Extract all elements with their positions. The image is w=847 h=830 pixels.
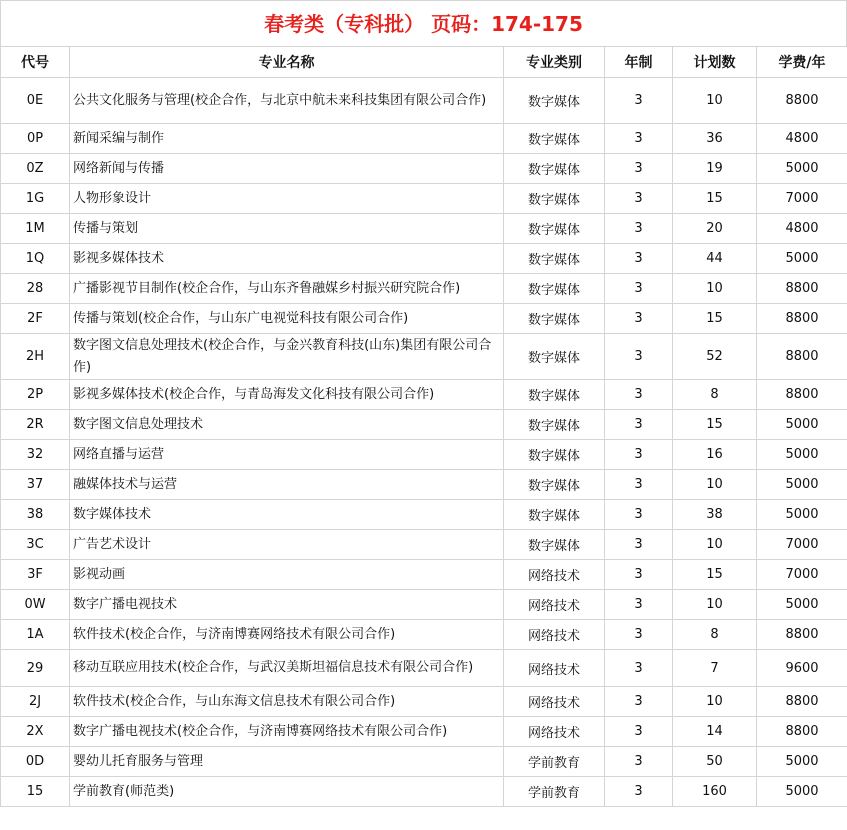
header-major-name: 专业名称 bbox=[70, 47, 504, 78]
header-row bbox=[1, 47, 847, 78]
cell-years: 3 bbox=[605, 214, 673, 244]
cell-category: 网络技术 bbox=[504, 687, 605, 717]
table-row bbox=[1, 184, 847, 214]
table-row bbox=[1, 410, 847, 440]
header-plan-count: 计划数 bbox=[673, 47, 757, 78]
cell-tuition: 9600 bbox=[757, 650, 847, 687]
cell-category: 网络技术 bbox=[504, 620, 605, 650]
cell-category: 数字媒体 bbox=[504, 184, 605, 214]
cell-plan-count: 8 bbox=[673, 380, 757, 410]
table-row bbox=[1, 440, 847, 470]
cell-plan-count: 44 bbox=[673, 244, 757, 274]
cell-code: 29 bbox=[1, 650, 70, 687]
cell-category: 数字媒体 bbox=[504, 274, 605, 304]
cell-major-name: 数字广播电视技术(校企合作，与济南博赛网络技术有限公司合作) bbox=[70, 717, 504, 747]
cell-years: 3 bbox=[605, 184, 673, 214]
cell-tuition: 8800 bbox=[757, 334, 847, 380]
cell-plan-count: 15 bbox=[673, 184, 757, 214]
table-row bbox=[1, 124, 847, 154]
cell-plan-count: 50 bbox=[673, 747, 757, 777]
cell-plan-count: 15 bbox=[673, 304, 757, 334]
table-row bbox=[1, 500, 847, 530]
cell-years: 3 bbox=[605, 560, 673, 590]
cell-tuition: 5000 bbox=[757, 154, 847, 184]
cell-tuition: 5000 bbox=[757, 500, 847, 530]
cell-tuition: 5000 bbox=[757, 440, 847, 470]
cell-code: 37 bbox=[1, 470, 70, 500]
cell-plan-count: 10 bbox=[673, 470, 757, 500]
cell-category: 网络技术 bbox=[504, 717, 605, 747]
cell-years: 3 bbox=[605, 304, 673, 334]
cell-code: 15 bbox=[1, 777, 70, 807]
cell-plan-count: 16 bbox=[673, 440, 757, 470]
cell-major-name: 网络新闻与传播 bbox=[70, 154, 504, 184]
cell-major-name: 学前教育(师范类) bbox=[70, 777, 504, 807]
cell-tuition: 5000 bbox=[757, 470, 847, 500]
table-row bbox=[1, 470, 847, 500]
cell-major-name: 数字广播电视技术 bbox=[70, 590, 504, 620]
cell-tuition: 7000 bbox=[757, 560, 847, 590]
cell-code: 0W bbox=[1, 590, 70, 620]
cell-plan-count: 160 bbox=[673, 777, 757, 807]
cell-category: 数字媒体 bbox=[504, 410, 605, 440]
cell-tuition: 8800 bbox=[757, 304, 847, 334]
cell-category: 数字媒体 bbox=[504, 154, 605, 184]
cell-major-name: 软件技术(校企合作，与山东海文信息技术有限公司合作) bbox=[70, 687, 504, 717]
cell-code: 0Z bbox=[1, 154, 70, 184]
cell-plan-count: 14 bbox=[673, 717, 757, 747]
cell-plan-count: 10 bbox=[673, 530, 757, 560]
table-row bbox=[1, 717, 847, 747]
table-row bbox=[1, 334, 847, 380]
cell-tuition: 7000 bbox=[757, 530, 847, 560]
table-row bbox=[1, 590, 847, 620]
cell-code: 38 bbox=[1, 500, 70, 530]
cell-major-name: 网络直播与运营 bbox=[70, 440, 504, 470]
cell-category: 数字媒体 bbox=[504, 440, 605, 470]
table-row bbox=[1, 214, 847, 244]
header-code: 代号 bbox=[1, 47, 70, 78]
cell-code: 2J bbox=[1, 687, 70, 717]
header-years: 年制 bbox=[605, 47, 673, 78]
cell-major-name: 广播影视节目制作(校企合作，与山东齐鲁融媒乡村振兴研究院合作) bbox=[70, 274, 504, 304]
cell-tuition: 4800 bbox=[757, 124, 847, 154]
cell-plan-count: 10 bbox=[673, 687, 757, 717]
cell-tuition: 5000 bbox=[757, 410, 847, 440]
cell-years: 3 bbox=[605, 747, 673, 777]
table-row bbox=[1, 687, 847, 717]
sheet-title: 春考类（专科批） 页码：174-175 bbox=[0, 0, 847, 46]
cell-tuition: 7000 bbox=[757, 184, 847, 214]
cell-plan-count: 15 bbox=[673, 560, 757, 590]
table-row bbox=[1, 154, 847, 184]
cell-code: 32 bbox=[1, 440, 70, 470]
cell-years: 3 bbox=[605, 334, 673, 380]
cell-major-name: 新闻采编与制作 bbox=[70, 124, 504, 154]
cell-category: 数字媒体 bbox=[504, 470, 605, 500]
cell-tuition: 8800 bbox=[757, 717, 847, 747]
table-row bbox=[1, 620, 847, 650]
cell-years: 3 bbox=[605, 777, 673, 807]
cell-years: 3 bbox=[605, 274, 673, 304]
cell-category: 数字媒体 bbox=[504, 530, 605, 560]
cell-tuition: 5000 bbox=[757, 590, 847, 620]
cell-major-name: 融媒体技术与运营 bbox=[70, 470, 504, 500]
cell-tuition: 8800 bbox=[757, 380, 847, 410]
cell-plan-count: 10 bbox=[673, 78, 757, 124]
header-category: 专业类别 bbox=[504, 47, 605, 78]
cell-code: 3F bbox=[1, 560, 70, 590]
cell-code: 0E bbox=[1, 78, 70, 124]
cell-years: 3 bbox=[605, 687, 673, 717]
cell-category: 网络技术 bbox=[504, 650, 605, 687]
cell-major-name: 移动互联应用技术(校企合作，与武汉美斯坦福信息技术有限公司合作) bbox=[70, 650, 504, 687]
cell-major-name: 公共文化服务与管理(校企合作，与北京中航未来科技集团有限公司合作) bbox=[70, 78, 504, 124]
cell-years: 3 bbox=[605, 440, 673, 470]
cell-tuition: 5000 bbox=[757, 244, 847, 274]
cell-category: 网络技术 bbox=[504, 560, 605, 590]
cell-plan-count: 15 bbox=[673, 410, 757, 440]
cell-years: 3 bbox=[605, 78, 673, 124]
cell-plan-count: 19 bbox=[673, 154, 757, 184]
cell-years: 3 bbox=[605, 154, 673, 184]
cell-code: 2R bbox=[1, 410, 70, 440]
cell-category: 数字媒体 bbox=[504, 244, 605, 274]
header-tuition: 学费/年 bbox=[757, 47, 847, 78]
cell-major-name: 数字媒体技术 bbox=[70, 500, 504, 530]
cell-years: 3 bbox=[605, 717, 673, 747]
cell-plan-count: 10 bbox=[673, 590, 757, 620]
table-row bbox=[1, 244, 847, 274]
cell-years: 3 bbox=[605, 470, 673, 500]
cell-major-name: 人物形象设计 bbox=[70, 184, 504, 214]
cell-plan-count: 10 bbox=[673, 274, 757, 304]
table-row bbox=[1, 530, 847, 560]
cell-tuition: 5000 bbox=[757, 777, 847, 807]
table-row bbox=[1, 78, 847, 124]
cell-category: 网络技术 bbox=[504, 590, 605, 620]
cell-plan-count: 52 bbox=[673, 334, 757, 380]
cell-code: 1Q bbox=[1, 244, 70, 274]
table-row bbox=[1, 560, 847, 590]
cell-plan-count: 38 bbox=[673, 500, 757, 530]
cell-years: 3 bbox=[605, 590, 673, 620]
cell-code: 2X bbox=[1, 717, 70, 747]
table-row bbox=[1, 274, 847, 304]
cell-years: 3 bbox=[605, 380, 673, 410]
table-row bbox=[1, 304, 847, 334]
cell-category: 数字媒体 bbox=[504, 78, 605, 124]
cell-code: 1G bbox=[1, 184, 70, 214]
cell-category: 数字媒体 bbox=[504, 124, 605, 154]
cell-plan-count: 8 bbox=[673, 620, 757, 650]
cell-category: 数字媒体 bbox=[504, 334, 605, 380]
cell-tuition: 5000 bbox=[757, 747, 847, 777]
cell-category: 数字媒体 bbox=[504, 380, 605, 410]
table-row bbox=[1, 650, 847, 687]
cell-years: 3 bbox=[605, 530, 673, 560]
table-row bbox=[1, 380, 847, 410]
cell-tuition: 8800 bbox=[757, 620, 847, 650]
cell-code: 2F bbox=[1, 304, 70, 334]
cell-major-name: 传播与策划 bbox=[70, 214, 504, 244]
cell-category: 数字媒体 bbox=[504, 304, 605, 334]
cell-code: 1A bbox=[1, 620, 70, 650]
cell-code: 28 bbox=[1, 274, 70, 304]
cell-major-name: 传播与策划(校企合作，与山东广电视觉科技有限公司合作) bbox=[70, 304, 504, 334]
cell-major-name: 婴幼儿托育服务与管理 bbox=[70, 747, 504, 777]
cell-years: 3 bbox=[605, 650, 673, 687]
cell-category: 数字媒体 bbox=[504, 500, 605, 530]
cell-years: 3 bbox=[605, 244, 673, 274]
majors-table bbox=[0, 46, 847, 807]
cell-code: 1M bbox=[1, 214, 70, 244]
cell-plan-count: 20 bbox=[673, 214, 757, 244]
cell-major-name: 影视动画 bbox=[70, 560, 504, 590]
cell-code: 0D bbox=[1, 747, 70, 777]
cell-tuition: 8800 bbox=[757, 274, 847, 304]
table-row bbox=[1, 747, 847, 777]
cell-major-name: 影视多媒体技术 bbox=[70, 244, 504, 274]
cell-tuition: 8800 bbox=[757, 687, 847, 717]
cell-code: 2H bbox=[1, 334, 70, 380]
cell-major-name: 数字图文信息处理技术 bbox=[70, 410, 504, 440]
cell-plan-count: 7 bbox=[673, 650, 757, 687]
cell-code: 3C bbox=[1, 530, 70, 560]
cell-tuition: 8800 bbox=[757, 78, 847, 124]
cell-years: 3 bbox=[605, 500, 673, 530]
cell-major-name: 数字图文信息处理技术(校企合作，与金兴教育科技(山东)集团有限公司合作) bbox=[70, 334, 504, 380]
cell-tuition: 4800 bbox=[757, 214, 847, 244]
cell-major-name: 影视多媒体技术(校企合作，与青岛海发文化科技有限公司合作) bbox=[70, 380, 504, 410]
cell-category: 学前教育 bbox=[504, 747, 605, 777]
cell-code: 2P bbox=[1, 380, 70, 410]
cell-years: 3 bbox=[605, 124, 673, 154]
cell-major-name: 广告艺术设计 bbox=[70, 530, 504, 560]
cell-years: 3 bbox=[605, 620, 673, 650]
cell-code: 0P bbox=[1, 124, 70, 154]
cell-category: 数字媒体 bbox=[504, 214, 605, 244]
cell-plan-count: 36 bbox=[673, 124, 757, 154]
cell-years: 3 bbox=[605, 410, 673, 440]
table-row bbox=[1, 777, 847, 807]
cell-category: 学前教育 bbox=[504, 777, 605, 807]
cell-major-name: 软件技术(校企合作，与济南博赛网络技术有限公司合作) bbox=[70, 620, 504, 650]
